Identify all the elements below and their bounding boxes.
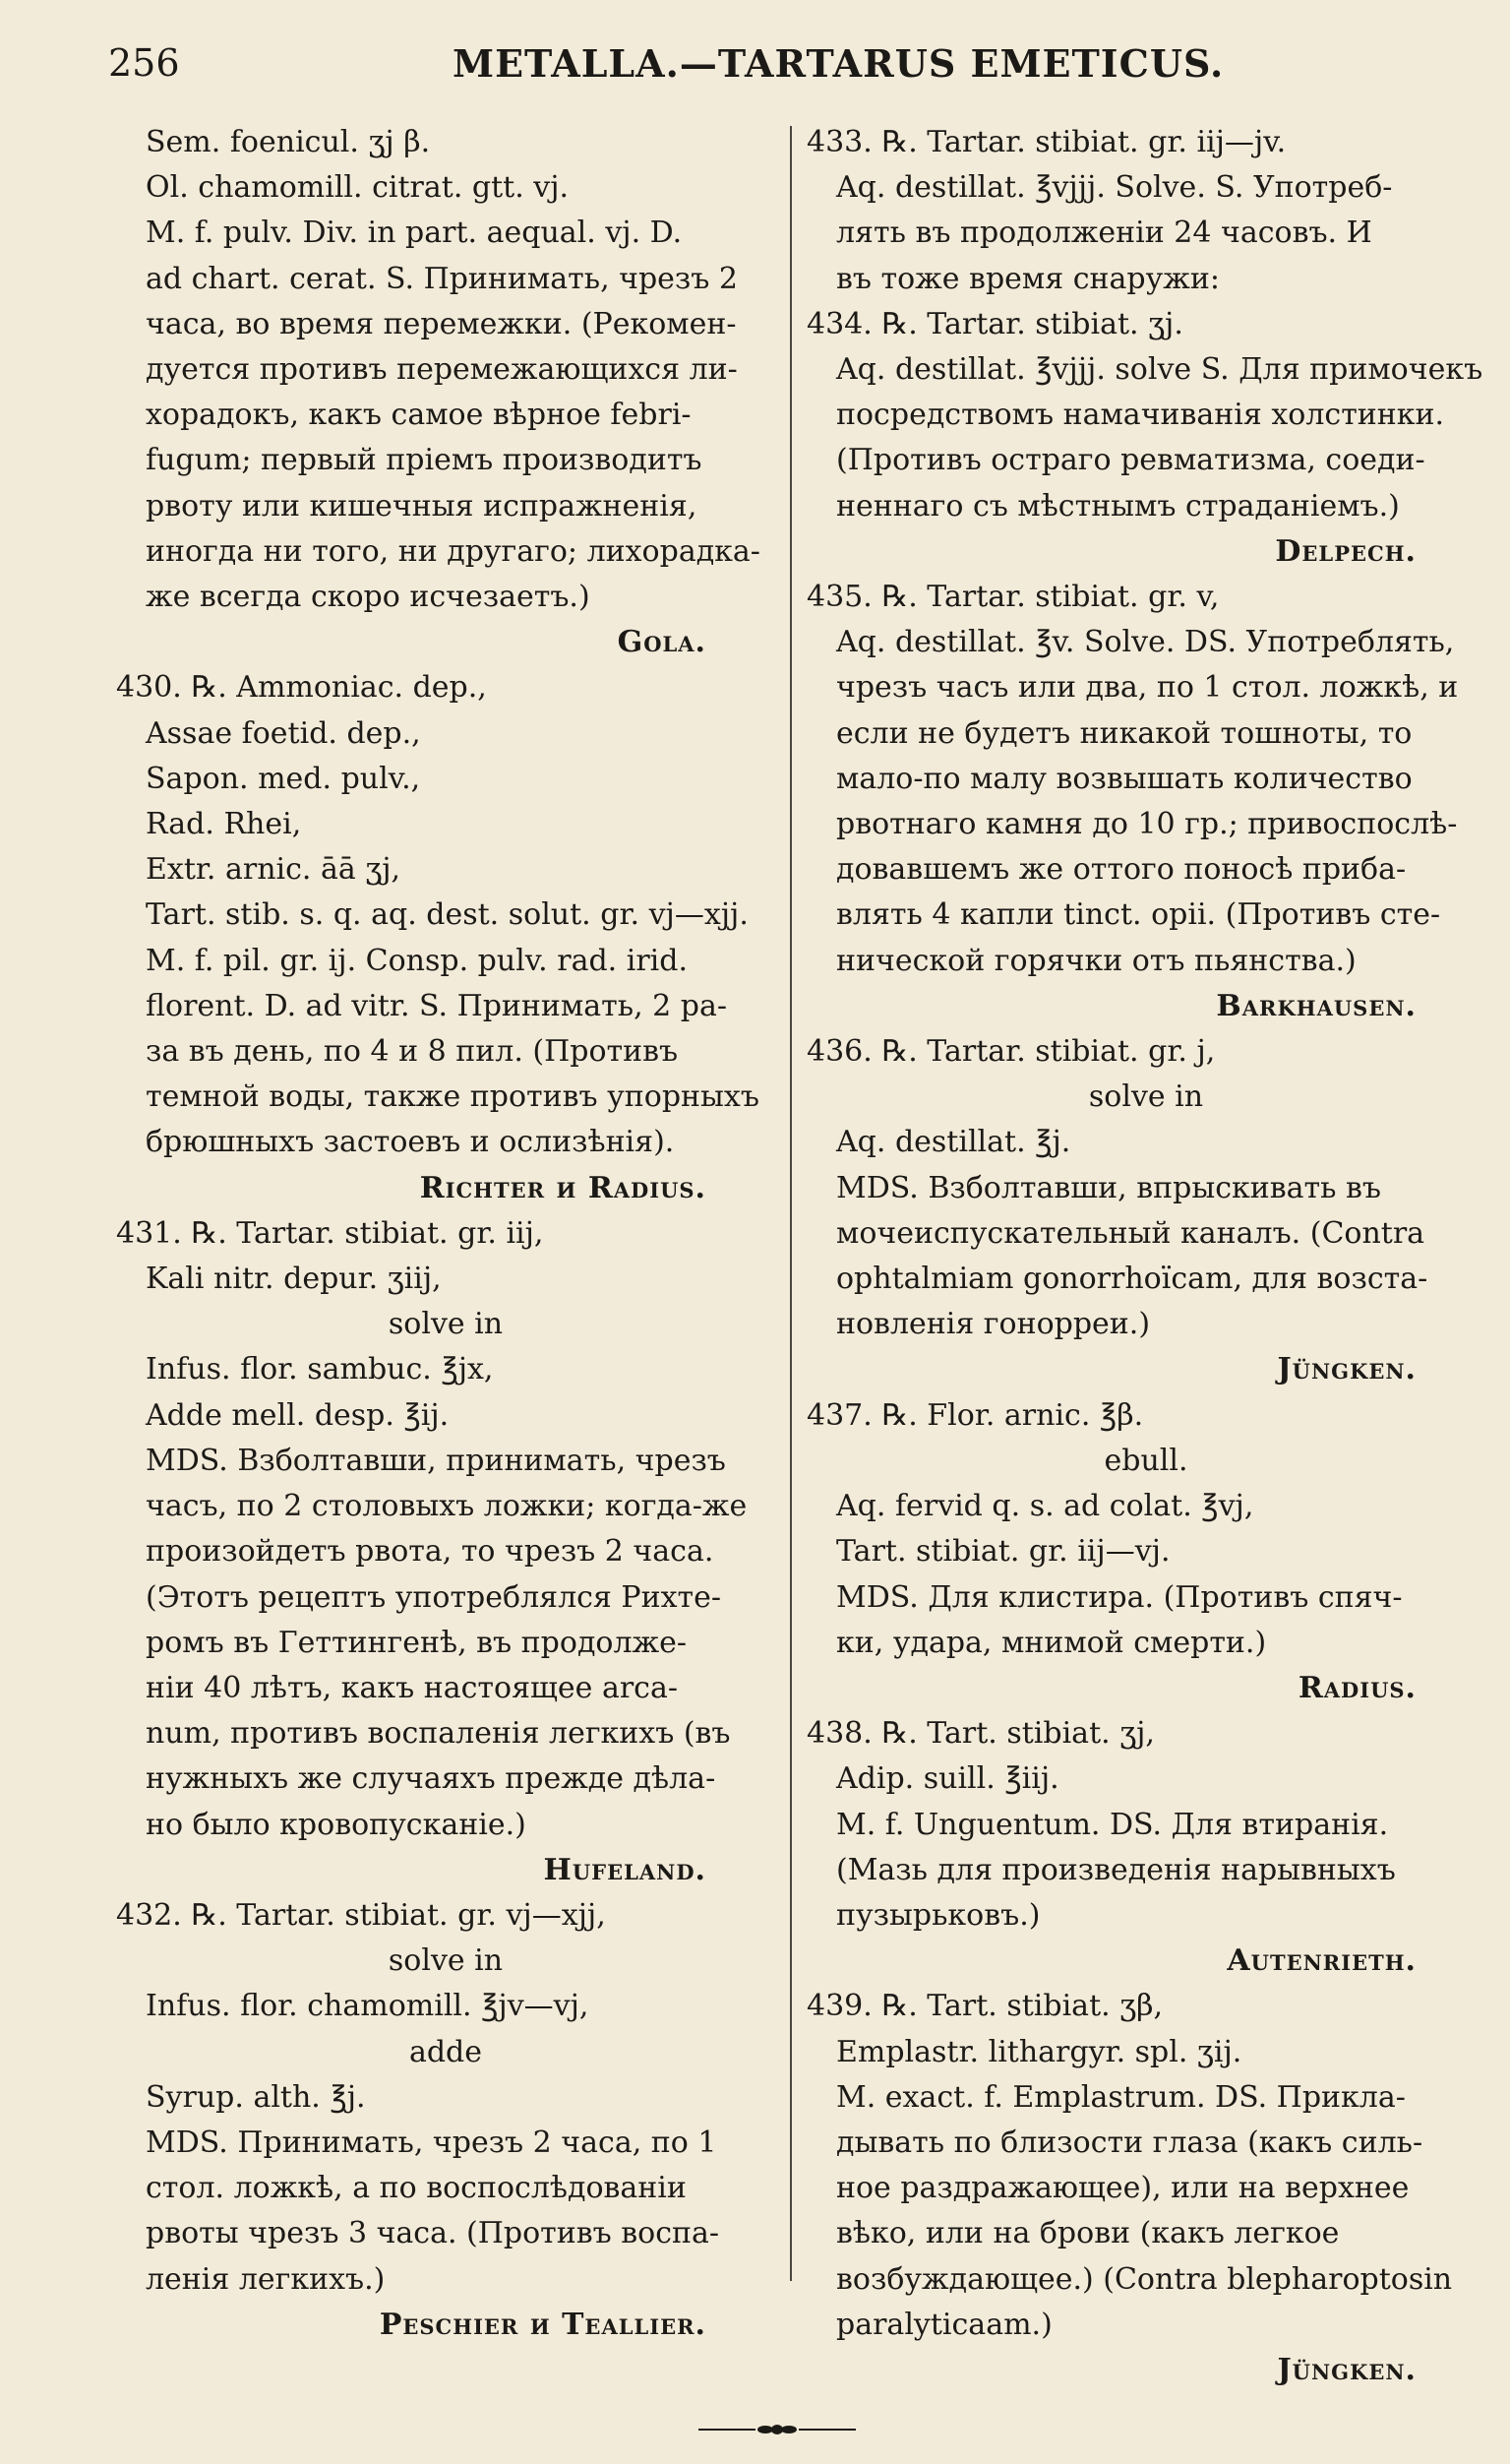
page-header	[108, 41, 1417, 100]
text-line: MDS. Взболтавши, принимать, чрезъ	[146, 1443, 726, 1478]
text-line: неннаго съ мѣстнымъ страданiемъ.)	[836, 488, 1400, 524]
text-line: solve in	[1088, 1079, 1204, 1115]
text-line: Sapon. med. pulv.,	[146, 761, 421, 796]
author-attribution: Delpech.	[1275, 533, 1417, 569]
text-line: влять 4 капли tinct. opii. (Противъ сте-	[836, 897, 1441, 933]
text-line: чрезъ часъ или два, по 1 стол. ложкѣ, и	[836, 670, 1459, 706]
author-attribution: Gola.	[617, 625, 706, 660]
text-line: (Этотъ рецептъ употреблялся Рихте-	[146, 1579, 721, 1615]
text-line: ленiя легкихъ.)	[146, 2261, 386, 2297]
text-line: Aq. destillat. ℥j.	[836, 1125, 1071, 1160]
author-attribution: Barkhausen.	[1216, 988, 1417, 1023]
text-line: Sem. foenicul. ʒj β.	[146, 125, 431, 159]
text-line: произойдетъ рвота, то чрезъ 2 часа.	[146, 1534, 714, 1570]
right-column	[807, 120, 1485, 2393]
text-line: solve in	[388, 1307, 504, 1342]
recipe-heading-line: 436. ℞. Tartar. stibiat. gr. j,	[807, 1034, 1216, 1070]
recipe-heading-line: 430. ℞. Ammoniac. dep.,	[116, 670, 487, 706]
text-line: ное раздражающее), или на верхнее	[836, 2171, 1410, 2206]
recipe-heading-line: 433. ℞. Tartar. stibiat. gr. iij—jv.	[807, 125, 1287, 159]
running-title: METALLA.—TARTARUS EMETICUS.	[453, 41, 1225, 86]
recipe-heading-line: 432. ℞. Tartar. stibiat. gr. vj—xjj,	[116, 1897, 606, 1933]
text-line: хорадокъ, какъ самое вѣрное febri-	[146, 398, 692, 433]
text-line: дывать по близости глаза (какъ силь-	[836, 2125, 1423, 2160]
text-line: Adde mell. desp. ℥ij.	[146, 1397, 450, 1433]
text-line: возбуждающее.) (Contra blepharoptosin	[836, 2261, 1453, 2297]
text-line: за въ день, по 4 и 8 пил. (Противъ	[146, 1034, 679, 1070]
text-line: нiи 40 лѣтъ, какъ настоящее arca-	[146, 1670, 678, 1705]
text-line: посредствомъ намачиванiя холстинки.	[836, 398, 1445, 433]
text-line: довавшемъ же оттого поносѣ приба-	[836, 852, 1407, 888]
text-line: MDS. Взболтавши, впрыскивать въ	[836, 1170, 1381, 1205]
text-line: Aq. fervid q. s. ad colat. ℥vj,	[836, 1489, 1254, 1524]
text-line: Tart. stib. s. q. aq. dest. solut. gr. vj—xjj.	[146, 897, 749, 933]
recipe-heading-line: 431. ℞. Tartar. stibiat. gr. iij,	[116, 1215, 544, 1251]
text-line: нужныхъ же случаяхъ прежде дѣла-	[146, 1761, 716, 1797]
text-line: новленiя гонорреи.)	[836, 1307, 1151, 1342]
author-attribution: Hufeland.	[543, 1852, 706, 1887]
text-line: мало-по малу возвышать количество	[836, 761, 1413, 796]
text-line: рвотнаго камня до 10 гр.; привоспослѣ-	[836, 807, 1458, 842]
text-line: ebull.	[1104, 1443, 1188, 1478]
author-attribution: Jüngken.	[1277, 1352, 1417, 1387]
text-line: Assae foetid. dep.,	[146, 715, 421, 751]
text-line: (Противъ остраго ревматизма, соеди-	[836, 443, 1425, 478]
text-line: иногда ни того, ни другаго; лихорадка-	[146, 533, 760, 569]
author-attribution: Richter и Radius.	[419, 1170, 706, 1205]
text-line: пузырьковъ.)	[836, 1897, 1041, 1933]
text-line: брюшныхъ застоевъ и ослизѣнiя).	[146, 1125, 675, 1160]
text-line: мочеиспускательный каналъ. (Contra	[836, 1215, 1425, 1251]
text-line: M. f. pulv. Div. in part. aequal. vj. D.	[146, 216, 683, 251]
recipe-heading-line: 437. ℞. Flor. arnic. ℥β.	[807, 1397, 1144, 1433]
text-line: въ тоже время снаружи:	[836, 261, 1220, 296]
text-line: Adip. suill. ℥iij.	[836, 1761, 1059, 1797]
author-attribution: Radius.	[1298, 1670, 1417, 1705]
text-line: Infus. flor. chamomill. ℥jv—vj,	[146, 1989, 589, 2024]
text-line: ad chart. cerat. S. Принимать, чрезъ 2	[146, 261, 739, 296]
text-line: M. f. Unguentum. DS. Для втиранiя.	[836, 1807, 1389, 1842]
recipe-heading-line: 434. ℞. Tartar. stibiat. ʒj.	[807, 306, 1183, 341]
text-line: Infus. flor. sambuc. ℥jx,	[146, 1352, 494, 1387]
text-line: Aq. destillat. ℥vjjj. solve S. Для примочекъ	[836, 352, 1483, 388]
text-line: fugum; первый прiемъ производитъ	[146, 443, 702, 478]
text-line: solve in	[388, 1943, 504, 1979]
recipe-heading-line: 438. ℞. Tart. stibiat. ʒj,	[807, 1716, 1155, 1752]
text-line: если не будетъ никакой тошноты, то	[836, 715, 1413, 751]
end-ornament-icon	[698, 2423, 856, 2436]
column-divider	[790, 126, 792, 2281]
author-attribution: Jüngken.	[1277, 2352, 1417, 2387]
text-line: ки, удара, мнимой смерти.)	[836, 1625, 1267, 1660]
recipe-heading-line: 435. ℞. Tartar. stibiat. gr. v,	[807, 580, 1220, 615]
recipe-heading-line: 439. ℞. Tart. stibiat. ʒβ,	[807, 1989, 1164, 2024]
text-line: Rad. Rhei,	[146, 807, 302, 842]
text-line: Emplastr. lithargyr. spl. ʒij.	[836, 2034, 1242, 2069]
text-line: часъ, по 2 столовыхъ ложки; когда-же	[146, 1489, 748, 1524]
text-line: Tart. stibiat. gr. iij—vj.	[836, 1534, 1171, 1570]
text-line: Ol. chamomill. citrat. gtt. vj.	[146, 170, 570, 206]
text-line: вѣко, или на брови (какъ легкое	[836, 2216, 1340, 2251]
text-line: adde	[408, 2034, 483, 2069]
text-line: paralyticaam.)	[836, 2307, 1053, 2342]
text-line: (Мазь для произведенiя нарывныхъ	[836, 1852, 1396, 1887]
text-line: num, противъ воспаленiя легкихъ (въ	[146, 1716, 731, 1752]
text-line: M. exact. f. Emplastrum. DS. Прикла-	[836, 2079, 1406, 2115]
author-attribution: Peschier и Teallier.	[379, 2307, 706, 2342]
text-line: ophtalmiam gonorrhoïcam, для возста-	[836, 1262, 1428, 1297]
text-line: Kali nitr. depur. ʒiij,	[146, 1262, 442, 1297]
text-line: Aq. destillat. ℥vjjj. Solve. S. Употреб-	[836, 170, 1393, 206]
text-line: рвоту или кишечныя испражненiя,	[146, 488, 697, 524]
text-line: стол. ложкѣ, а по воспослѣдованiи	[146, 2171, 687, 2206]
text-line: Extr. arnic. āā ʒj,	[146, 852, 401, 888]
text-line: рвоты чрезъ 3 часа. (Противъ воспа-	[146, 2216, 720, 2251]
author-attribution: Autenrieth.	[1227, 1943, 1417, 1979]
left-column	[116, 120, 775, 2348]
text-line: темной воды, также противъ упорныхъ	[146, 1079, 759, 1115]
text-line: дуется противъ перемежающихся ли-	[146, 352, 738, 388]
text-line: же всегда скоро исчезаетъ.)	[146, 580, 590, 615]
text-line: florent. D. ad vitr. S. Принимать, 2 ра-	[146, 988, 727, 1023]
text-line: лять въ продолженiи 24 часовъ. И	[836, 216, 1372, 251]
text-line: M. f. pil. gr. ij. Consp. pulv. rad. irid.	[146, 943, 689, 978]
page-number: 256	[108, 41, 180, 85]
text-line: Aq. destillat. ℥v. Solve. DS. Употреблять,	[836, 625, 1455, 660]
text-line: ромъ въ Геттингенѣ, въ продолже-	[146, 1625, 688, 1660]
text-line: но было кровопусканiе.)	[146, 1807, 526, 1842]
text-line: Syrup. alth. ℥j.	[146, 2079, 366, 2115]
text-line: MDS. Для клистира. (Противъ спяч-	[836, 1579, 1403, 1615]
text-line: MDS. Принимать, чрезъ 2 часа, по 1	[146, 2125, 717, 2160]
text-line: нической горячки отъ пьянства.)	[836, 943, 1357, 978]
text-line: часа, во время перемежки. (Рекомен-	[146, 306, 737, 341]
